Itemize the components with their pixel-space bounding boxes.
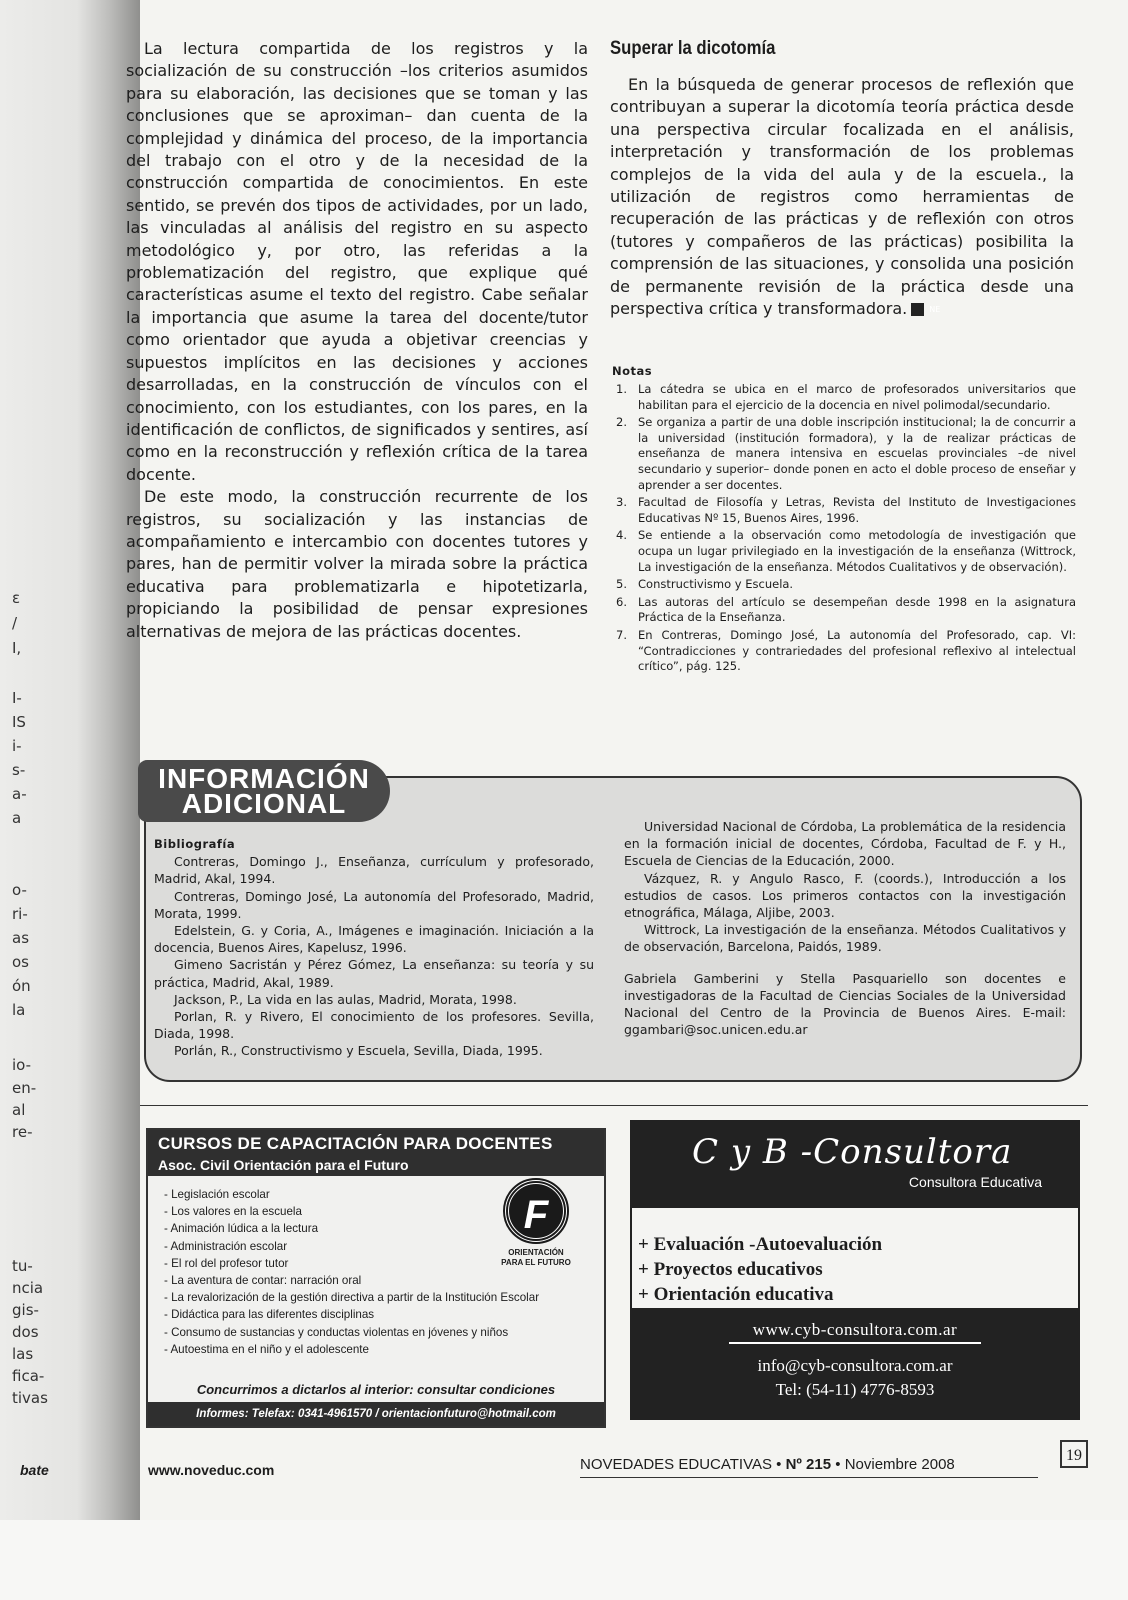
edge-fragment: las <box>12 1345 34 1363</box>
edge-fragment: la <box>12 1001 26 1019</box>
note-text: En Contreras, Domingo José, La autonomía del Profesorado, cap. VI: “Contradicciones y contrariedades del profesional reflexivo al intelectual crítico”, pág. 125. <box>638 627 1076 674</box>
edge-fragment: io- <box>12 1056 32 1074</box>
course-item: - Autoestima en el niño y el adolescente <box>164 1341 604 1358</box>
edge-fragment: I- <box>12 689 22 707</box>
bibliography-right <box>624 818 1066 1038</box>
bibliography-left <box>154 836 594 1060</box>
phone-number: Tel: (54-11) 4776-8593 <box>775 1380 935 1399</box>
course-item: - Didáctica para las diferentes disciplinas <box>164 1306 604 1323</box>
ad-contact-info: Informes: Telefax: 0341-4961570 / orientacionfuturo@hotmail.com <box>148 1402 604 1426</box>
issue-number: Nº 215 <box>785 1456 832 1473</box>
note-item <box>612 595 1076 626</box>
bibliography-entry: Contreras, Domingo J., Enseñanza, currículum y profesorado, Madrid, Akal, 1994. <box>154 854 594 887</box>
note-text: Facultad de Filosofía y Letras, Revista del Instituto de Investigaciones Educativas Nº 15, Buenos Aires, 1996. <box>638 495 1076 525</box>
edge-fragment: o- <box>12 881 27 899</box>
note-item <box>612 577 1076 593</box>
ad-subtitle: Asoc. Civil Orientación para el Futuro <box>158 1157 409 1173</box>
email-link[interactable]: info@cyb-consultora.com.ar <box>757 1356 953 1375</box>
course-item: - Animación lúdica a la lectura <box>164 1220 604 1237</box>
logo-caption-line2: PARA EL FUTURO <box>501 1258 571 1267</box>
ad-interior-note: Concurrimos a dictarlos al interior: consultar condiciones <box>196 1382 556 1397</box>
bibliography-entry: Universidad Nacional de Córdoba, La problemática de la residencia en la formación inicial de docentes, Córdoba, Facultad de F. y H., Escuela de Ciencias de la Educación, 2000. <box>624 819 1066 869</box>
edge-fragment: I, <box>12 639 22 657</box>
footer-publication <box>580 1456 955 1473</box>
issue-date: Noviembre 2008 <box>844 1456 955 1473</box>
edge-fragment: i- <box>12 737 22 755</box>
info-tab-line2: ADICIONAL <box>181 788 347 819</box>
publication-name: NOVEDADES EDUCATIVAS <box>580 1456 772 1473</box>
notes-list <box>612 382 1076 675</box>
edge-fragment: fica- <box>12 1367 45 1385</box>
bibliography-entry: Jackson, P., La vida en las aulas, Madrid, Morata, 1998. <box>174 991 517 1007</box>
additional-info-tab <box>138 760 390 822</box>
note-number: 1. <box>616 382 627 396</box>
bibliography-entry: Vázquez, R. y Angulo Rasco, F. (coords.), Introducción a los estudios de casos. Los primeros contactos con la investigación etnográfica, Málaga, Aljibe, 2003. <box>624 870 1066 921</box>
logo-f-icon: F <box>505 1180 567 1242</box>
course-item: - Administración escolar <box>164 1238 604 1255</box>
edge-fragment: re- <box>12 1123 33 1141</box>
course-item: - La aventura de contar: narración oral <box>164 1272 604 1289</box>
consultora-advertisement <box>630 1120 1080 1420</box>
edge-fragment: / <box>12 614 18 632</box>
services-list <box>638 1232 882 1307</box>
edge-fragment: a- <box>12 785 27 803</box>
ad-contact-block <box>632 1308 1078 1418</box>
notes-heading: Notas <box>612 364 653 378</box>
bibliography-entry: Gimeno Sacristán y Pérez Gómez, La enseñanza: su teoría y su práctica, Madrid, Akal, 1989. <box>154 957 594 990</box>
bibliography-entry: Porlán, R., Constructivismo y Escuela, Sevilla, Diada, 1995. <box>174 1043 543 1059</box>
body-paragraph: La lectura compartida de los registros y la socialización de su construcción –los criterios asumidos para su elaboración, las decisiones que se toman y las conclusiones que se aproximan– dan cuenta de la complejidad y dinámica del proceso, de la importancia del trabajo con el otro y de la necesidad de la construcción compartida de conocimientos. En este sentido, se prevén dos tipos de actividades, por un lado, las vinculadas al análisis del registro en su aspecto metodológico y, por otro, las referidas a la problematización del registro, que explique qué características asume el texto del registro. Cabe señalar la importancia que asume la tarea del docente/tutor como orientador que ayuda a objetivar creencias y supuestos implícitos en las decisiones y acciones desarrolladas, en la construcción de vínculos con el conocimiento, con los estudiantes, con los pares, en la identificación de conflictos, de significados y sentires, así como en la reconstrucción y reflexión crítica de la tarea docente. <box>126 39 588 484</box>
article-right-column <box>610 38 1074 320</box>
separator: • <box>831 1456 845 1473</box>
author-bio: Gabriela Gamberini y Stella Pasquariello son docentes e investigadoras de la Facultad de Ciencias Sociales de la Universidad Nacional del Centro de la Provincia de Buenos Aires. E-mail: ggambari@soc.unicen.edu.ar <box>624 970 1066 1038</box>
note-text: La cátedra se ubica en el marco de profesorados universitarios que habilitan para el ejercicio de la docencia en nivel polimodal/secundario. <box>638 382 1076 412</box>
note-item <box>612 495 1076 526</box>
note-item <box>612 415 1076 493</box>
orientacion-futuro-logo <box>496 1180 576 1268</box>
edge-fragment: ón <box>12 977 31 995</box>
note-item <box>612 382 1076 413</box>
course-item: - La revalorización de la gestión directiva a partir de la Institución Escolar <box>164 1289 604 1306</box>
section-heading: Superar la dicotomía <box>610 38 776 59</box>
edge-fragment: a <box>12 809 22 827</box>
footer-underline <box>580 1477 1038 1478</box>
section-divider <box>140 1105 1088 1106</box>
courses-advertisement <box>146 1128 606 1428</box>
logo-caption-line1: ORIENTACIÓN <box>508 1248 564 1257</box>
ad-header <box>148 1130 604 1176</box>
body-paragraph: De este modo, la construcción recurrente de los registros, su socialización y las instancias de acompañamiento e intercambio con docentes tutores y pares, han de permitir volver la mirada sobre la práctica educativa para problematizarla e hipotetizarla, propiciando la posibilidad de pensar expresiones alternativas de mejora de las prácticas docentes. <box>126 487 588 641</box>
note-number: 6. <box>616 594 627 609</box>
ad-header <box>632 1122 1078 1208</box>
body-paragraph <box>610 74 1074 320</box>
edge-fragment: s- <box>12 761 26 779</box>
separator: • <box>771 1456 786 1473</box>
page-number: 19 <box>1060 1440 1088 1468</box>
article-left-column <box>126 38 588 643</box>
section-body-text: En la búsqueda de generar procesos de reflexión que contribuyan a superar la dicotomía teoría práctica desde una perspectiva circular focalizada en el análisis, interpretación y transformación de los problemas complejos de la vida del aula y de la escuela., la utilización de registros como herramientas de recuperación de las prácticas y de reflexión con otros (tutores y compañeros de las prácticas) posibilita la comprensión de las situaciones, y consolida una posición de permanente revisión de la práctica desde una perspectiva crítica y transformadora. <box>610 75 1074 319</box>
note-text: Constructivismo y Escuela. <box>638 577 794 592</box>
brand-tagline: Consultora Educativa <box>908 1174 1042 1190</box>
page-bottom-margin <box>0 1520 1128 1600</box>
edge-fragment: os <box>12 953 29 971</box>
edge-fragment: gis- <box>12 1301 39 1319</box>
note-item <box>612 528 1076 575</box>
footer-website[interactable]: www.noveduc.com <box>148 1462 275 1478</box>
notes-section <box>612 364 1076 677</box>
bibliography-entry: Porlan, R. y Rivero, El conocimiento de los profesores. Sevilla, Diada, 1998. <box>154 1009 594 1042</box>
course-item: - Consumo de sustancias y conductas violentas en jóvenes y niños <box>164 1324 604 1341</box>
edge-fragment: en- <box>12 1079 37 1097</box>
note-item <box>612 628 1076 675</box>
ad-title: CURSOS DE CAPACITACIÓN PARA DOCENTES <box>158 1134 553 1153</box>
bibliography-entry: Edelstein, G. y Coria, A., Imágenes e imaginación. Iniciación a la docencia, Buenos Aires, Kapelusz, 1996. <box>154 923 594 956</box>
service-item: + Orientación educativa <box>638 1284 834 1305</box>
note-text: Se organiza a partir de una doble inscripción institucional; la de concurrir a la universidad (institución formadora), y la de realizar prácticas de enseñanza de manera intensiva en escuelas provinciales –de nivel secundario y superior– donde ponen en acto el doble proceso de enseñar y aprender a ser docentes. <box>638 415 1076 492</box>
website-link[interactable]: www.cyb-consultora.com.ar <box>729 1320 981 1344</box>
edge-fragment: ncia <box>12 1279 44 1297</box>
note-text: Se entiende a la observación como metodología de investigación que ocupa un lugar privilegiado en la investigación de la enseñanza (Wittrock, La investigación de la enseñanza. Métodos Cualitativos y de observación). <box>638 528 1076 574</box>
note-number: 3. <box>616 495 627 510</box>
previous-page-footer-fragment: bate <box>20 1462 49 1478</box>
end-of-article-mark: NE <box>911 303 924 316</box>
course-item: - El rol del profesor tutor <box>164 1255 604 1272</box>
course-item: - Los valores en la escuela <box>164 1203 604 1220</box>
edge-fragment: tu- <box>12 1257 33 1275</box>
note-number: 7. <box>616 627 627 642</box>
brand-name: C y B -Consultora <box>692 1132 1013 1172</box>
bibliography-entry: Contreras, Domingo José, La autonomía del Profesorado, Madrid, Morata, 1999. <box>154 888 594 921</box>
note-text: Las autoras del artículo se desempeñan desde 1998 en la asignatura Práctica de la Enseñanza. <box>638 594 1076 625</box>
edge-fragment: as <box>12 929 30 947</box>
edge-fragment: tivas <box>12 1389 48 1407</box>
bibliography-heading: Bibliografía <box>154 837 236 851</box>
edge-fragment: IS <box>12 713 26 731</box>
previous-page-edge-fragments <box>12 0 72 1520</box>
edge-fragment: ri- <box>12 905 28 923</box>
service-item: + Evaluación -Autoevaluación <box>638 1234 883 1255</box>
info-tab-line1: INFORMACIÓN <box>158 763 370 794</box>
edge-fragment: dos <box>12 1323 39 1341</box>
course-item: - Legislación escolar <box>164 1186 604 1203</box>
edge-fragment: ɛ <box>12 589 21 607</box>
edge-fragment: al <box>12 1101 26 1119</box>
note-number: 2. <box>616 415 627 430</box>
note-number: 4. <box>616 528 627 543</box>
bibliography-entry: Wittrock, La investigación de la enseñanza. Métodos Cualitativos y de observación, Barcelona, Paidós, 1989. <box>624 922 1066 955</box>
logo-caption <box>496 1248 576 1268</box>
service-item: + Proyectos educativos <box>638 1259 823 1280</box>
note-number: 5. <box>616 577 627 592</box>
